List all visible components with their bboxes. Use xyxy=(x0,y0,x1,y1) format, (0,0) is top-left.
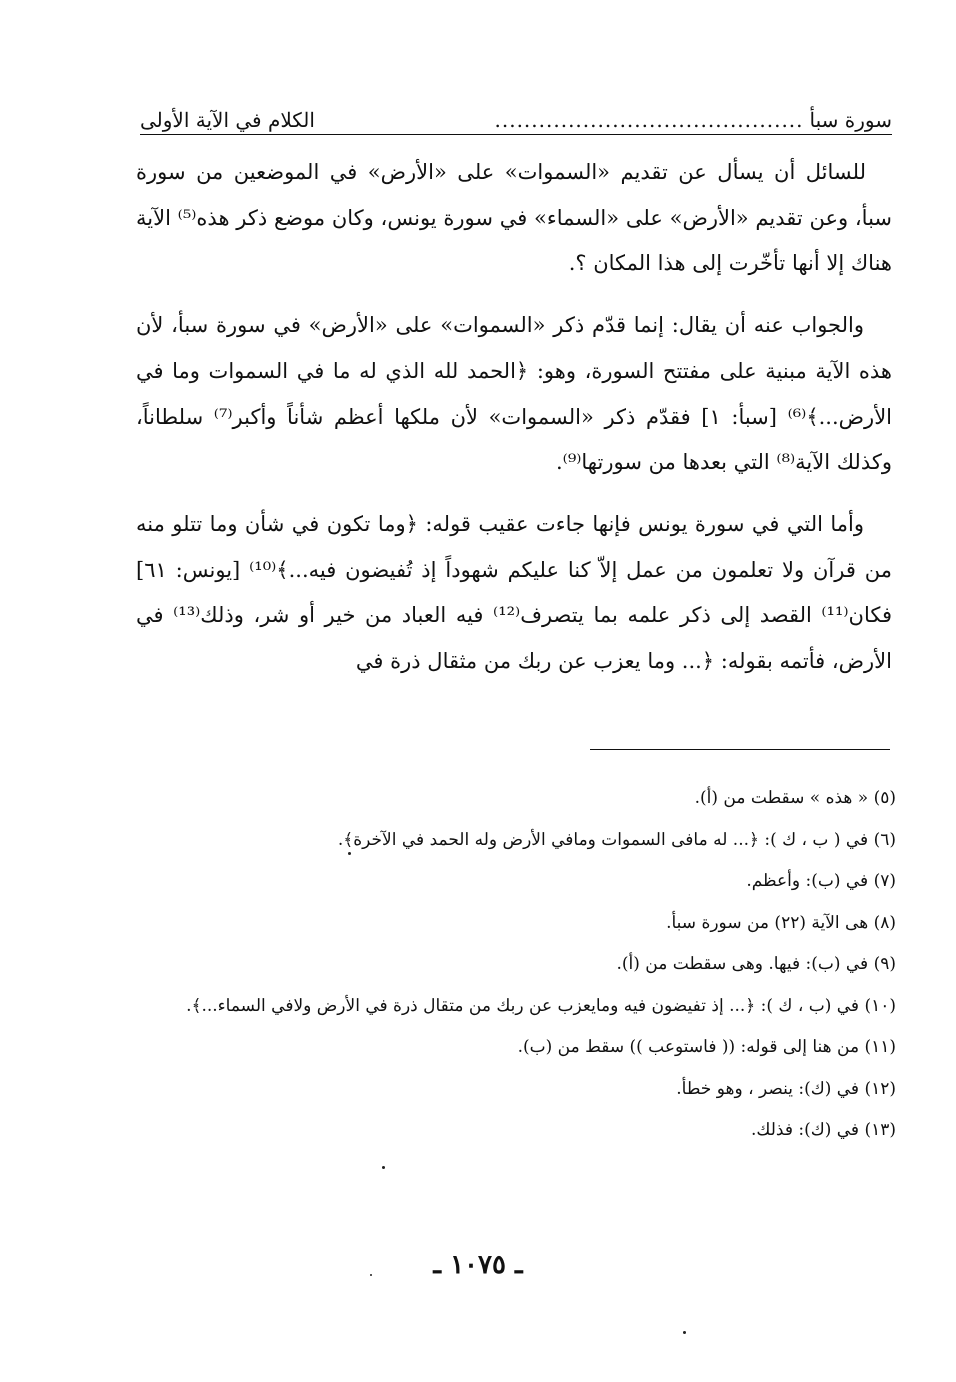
footnote-separator xyxy=(590,749,890,750)
paragraph: وأما التي في سورة يونس فإنها جاءت عقيب قوله: ﴿وما تكون في شأن وما تتلو منه من قرآن ولا تعلمون من عمل إلاّ كنا عليكم شهوداً إذ تُفيضون فيه...﴾⁽¹⁰⁾ [يونس: ٦١] فكان⁽¹¹⁾ القصد إلى ذكر علمه بما يتصرف⁽¹²⁾ فيه العباد من خير أو شر، وذلك⁽¹³⁾ في الأرض، فأتمه بقوله: ﴿... وما يعزب عن ربك من مثقال ذرة في xyxy=(136,511,893,674)
footnote: (١٢) في (ك): ينصر ، وهو خطأ. xyxy=(676,1078,896,1099)
paragraph: والجواب عنه أن يقال: إنما قدّم ذكر «السموات» على «الأرض» في سورة سبأ، لأن هذه الآية مبنية على مفتتح السورة، وهو: ﴿الحمد لله الذي له ما في السموات وما في الأرض...﴾⁽⁶⁾ [سبأ: ١] فقدّم ذكر «السموات» لأن ملكها أعظم شأناً وأكبر⁽⁷⁾ سلطاناً، وكذلك الآية⁽⁸⁾ التي بعدها من سورتها⁽⁹⁾. xyxy=(136,313,893,475)
main-text xyxy=(136,150,892,701)
footnote: (٦) في ( ب ، ك ): ﴿... له مافى السموات ومافي الأرض وله الحمد في الآخرة﴾. xyxy=(337,829,896,850)
header-rule xyxy=(140,134,892,135)
page-number: ـ ١٠٧٥ ـ xyxy=(433,1250,523,1280)
footnote: (١١) من هنا إلى قوله: (( فاستوعب )) سقط من (ب). xyxy=(517,1037,896,1057)
scan-speck xyxy=(683,1331,686,1334)
header-surah-title: سورة سبأ xyxy=(809,108,892,132)
scan-speck xyxy=(348,852,351,855)
scan-speck xyxy=(370,1274,372,1276)
footnote: (١٠) في (ب ، ك ): ﴿... إذ تفيضون فيه ومايعزب عن ربك من متقال ذرة في الأرض ولافي السماء...﴾. xyxy=(186,995,896,1016)
footnote: (٨) هى الآية (٢٢) من سورة سبأ. xyxy=(666,912,896,933)
header-topic-title: الكلام في الآية الأولى xyxy=(140,108,315,132)
header-dot-leader: .......................................... xyxy=(494,108,804,132)
scan-speck xyxy=(382,1166,385,1169)
footnote: (٥) « هذه » سقطت من (أ). xyxy=(694,788,896,808)
footnote: (١٣) في (ك): فذلك. xyxy=(750,1120,896,1140)
running-header xyxy=(140,92,892,132)
footnote: (٧) في (ب): وأعظم. xyxy=(746,871,896,891)
footnotes xyxy=(140,778,896,1152)
footnote: (٩) في (ب): فيها. وهى سقطت من (أ). xyxy=(616,954,896,974)
paragraph: للسائل أن يسأل عن تقديم «السموات» على «الأرض» في الموضعين من سورة سبأ، وعن تقديم «الأرض» على «السماء» في سورة يونس، وكان موضع ذكر هذه⁽⁵⁾ الآية هناك إلا أنها تأخّرت إلى هذا المكان ؟. xyxy=(136,160,893,276)
